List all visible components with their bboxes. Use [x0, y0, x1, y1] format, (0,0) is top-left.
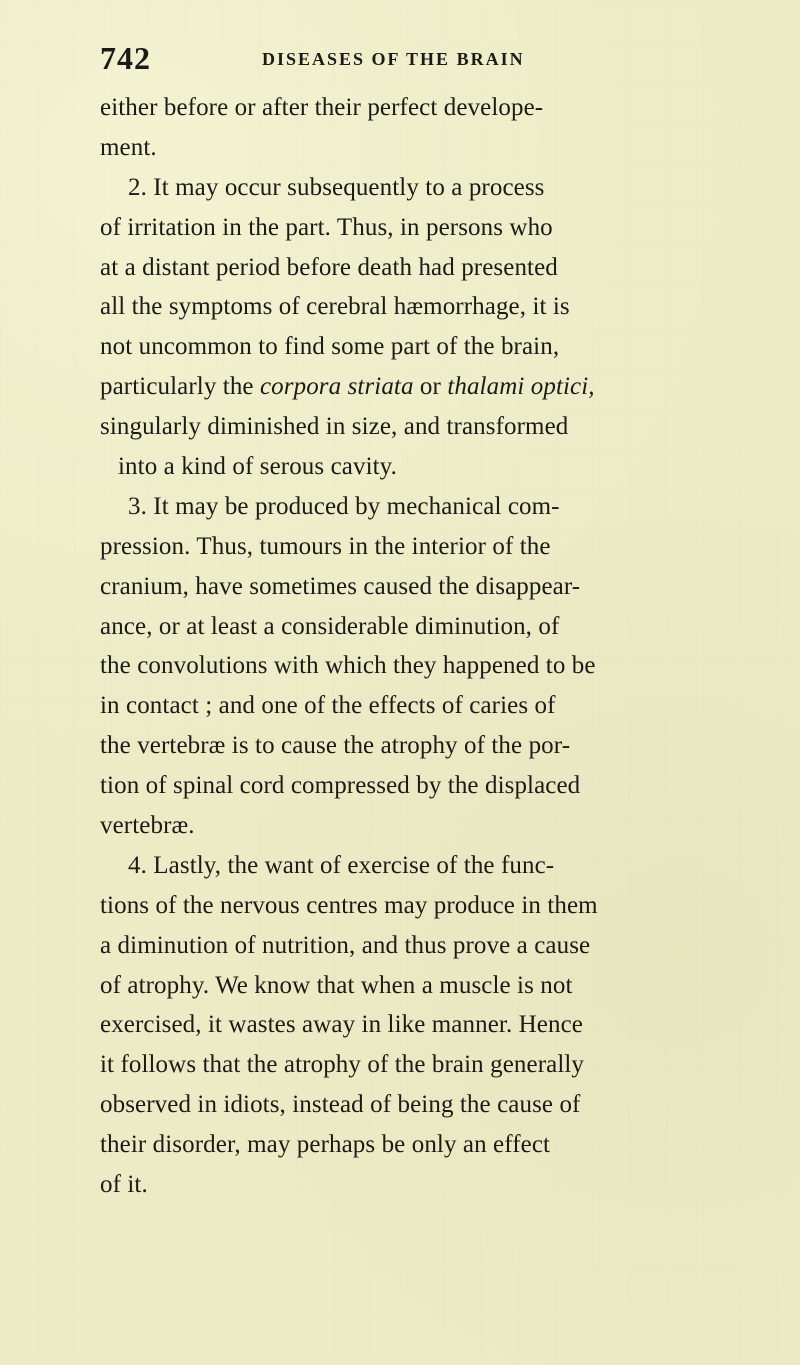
text-line: cranium, have sometimes caused the disappear- — [100, 572, 581, 600]
text-middle: or — [413, 373, 448, 401]
text-line: ment. — [100, 133, 157, 161]
body-text — [100, 88, 760, 1205]
text-line: pression. Thus, tumours in the interior of the — [100, 532, 551, 560]
running-head: DISEASES OF THE BRAIN — [262, 49, 525, 69]
text-line: their disorder, may perhaps be only an effect — [100, 1131, 551, 1159]
text-line: singularly diminished in size, and transformed — [100, 413, 569, 441]
text-line: in contact ; and one of the effects of caries of — [100, 692, 556, 720]
text-line: either before or after their perfect develope- — [100, 94, 544, 121]
text-line: the vertebræ is to cause the atrophy of the por- — [100, 732, 571, 760]
italic-term-corpora-striata: corpora striata — [259, 373, 414, 401]
text-line: it follows that the atrophy of the brain generally — [100, 1051, 585, 1079]
text-line: a diminution of nutrition, and thus prove a cause — [100, 931, 591, 959]
text-line: vertebræ. — [100, 812, 195, 840]
text-prefix: particularly the — [100, 373, 260, 401]
text-line: all the symptoms of cerebral hæmorrhage, it is — [100, 293, 570, 321]
text-line: not uncommon to find some part of the brain, — [100, 333, 560, 361]
text-line-with-italics — [100, 367, 760, 407]
paragraph-2-start: 2. It may occur subsequently to a process — [128, 173, 545, 201]
page-number: 742 — [100, 40, 151, 76]
text-line: at a distant period before death had presented — [100, 253, 558, 281]
text-line: observed in idiots, instead of being the cause of — [100, 1091, 581, 1119]
paragraph-4-start: 4. Lastly, the want of exercise of the func- — [128, 851, 555, 879]
text-line: the convolutions with which they happened to be — [100, 652, 596, 680]
text-line: into a kind of serous cavity. — [118, 453, 397, 481]
text-line: exercised, it wastes away in like manner. Hence — [100, 1011, 583, 1039]
text-line: of atrophy. We know that when a muscle is not — [100, 971, 573, 999]
italic-term-thalami-optici: thalami optici, — [447, 373, 595, 401]
text-line: of it. — [100, 1171, 148, 1199]
page-header — [0, 38, 800, 88]
text-line: tion of spinal cord compressed by the displaced — [100, 772, 581, 800]
paragraph-3-start: 3. It may be produced by mechanical com- — [128, 492, 560, 520]
text-line: tions of the nervous centres may produce in them — [100, 891, 598, 919]
text-line: ance, or at least a considerable diminution, of — [100, 612, 560, 640]
text-line: of irritation in the part. Thus, in persons who — [100, 213, 553, 241]
